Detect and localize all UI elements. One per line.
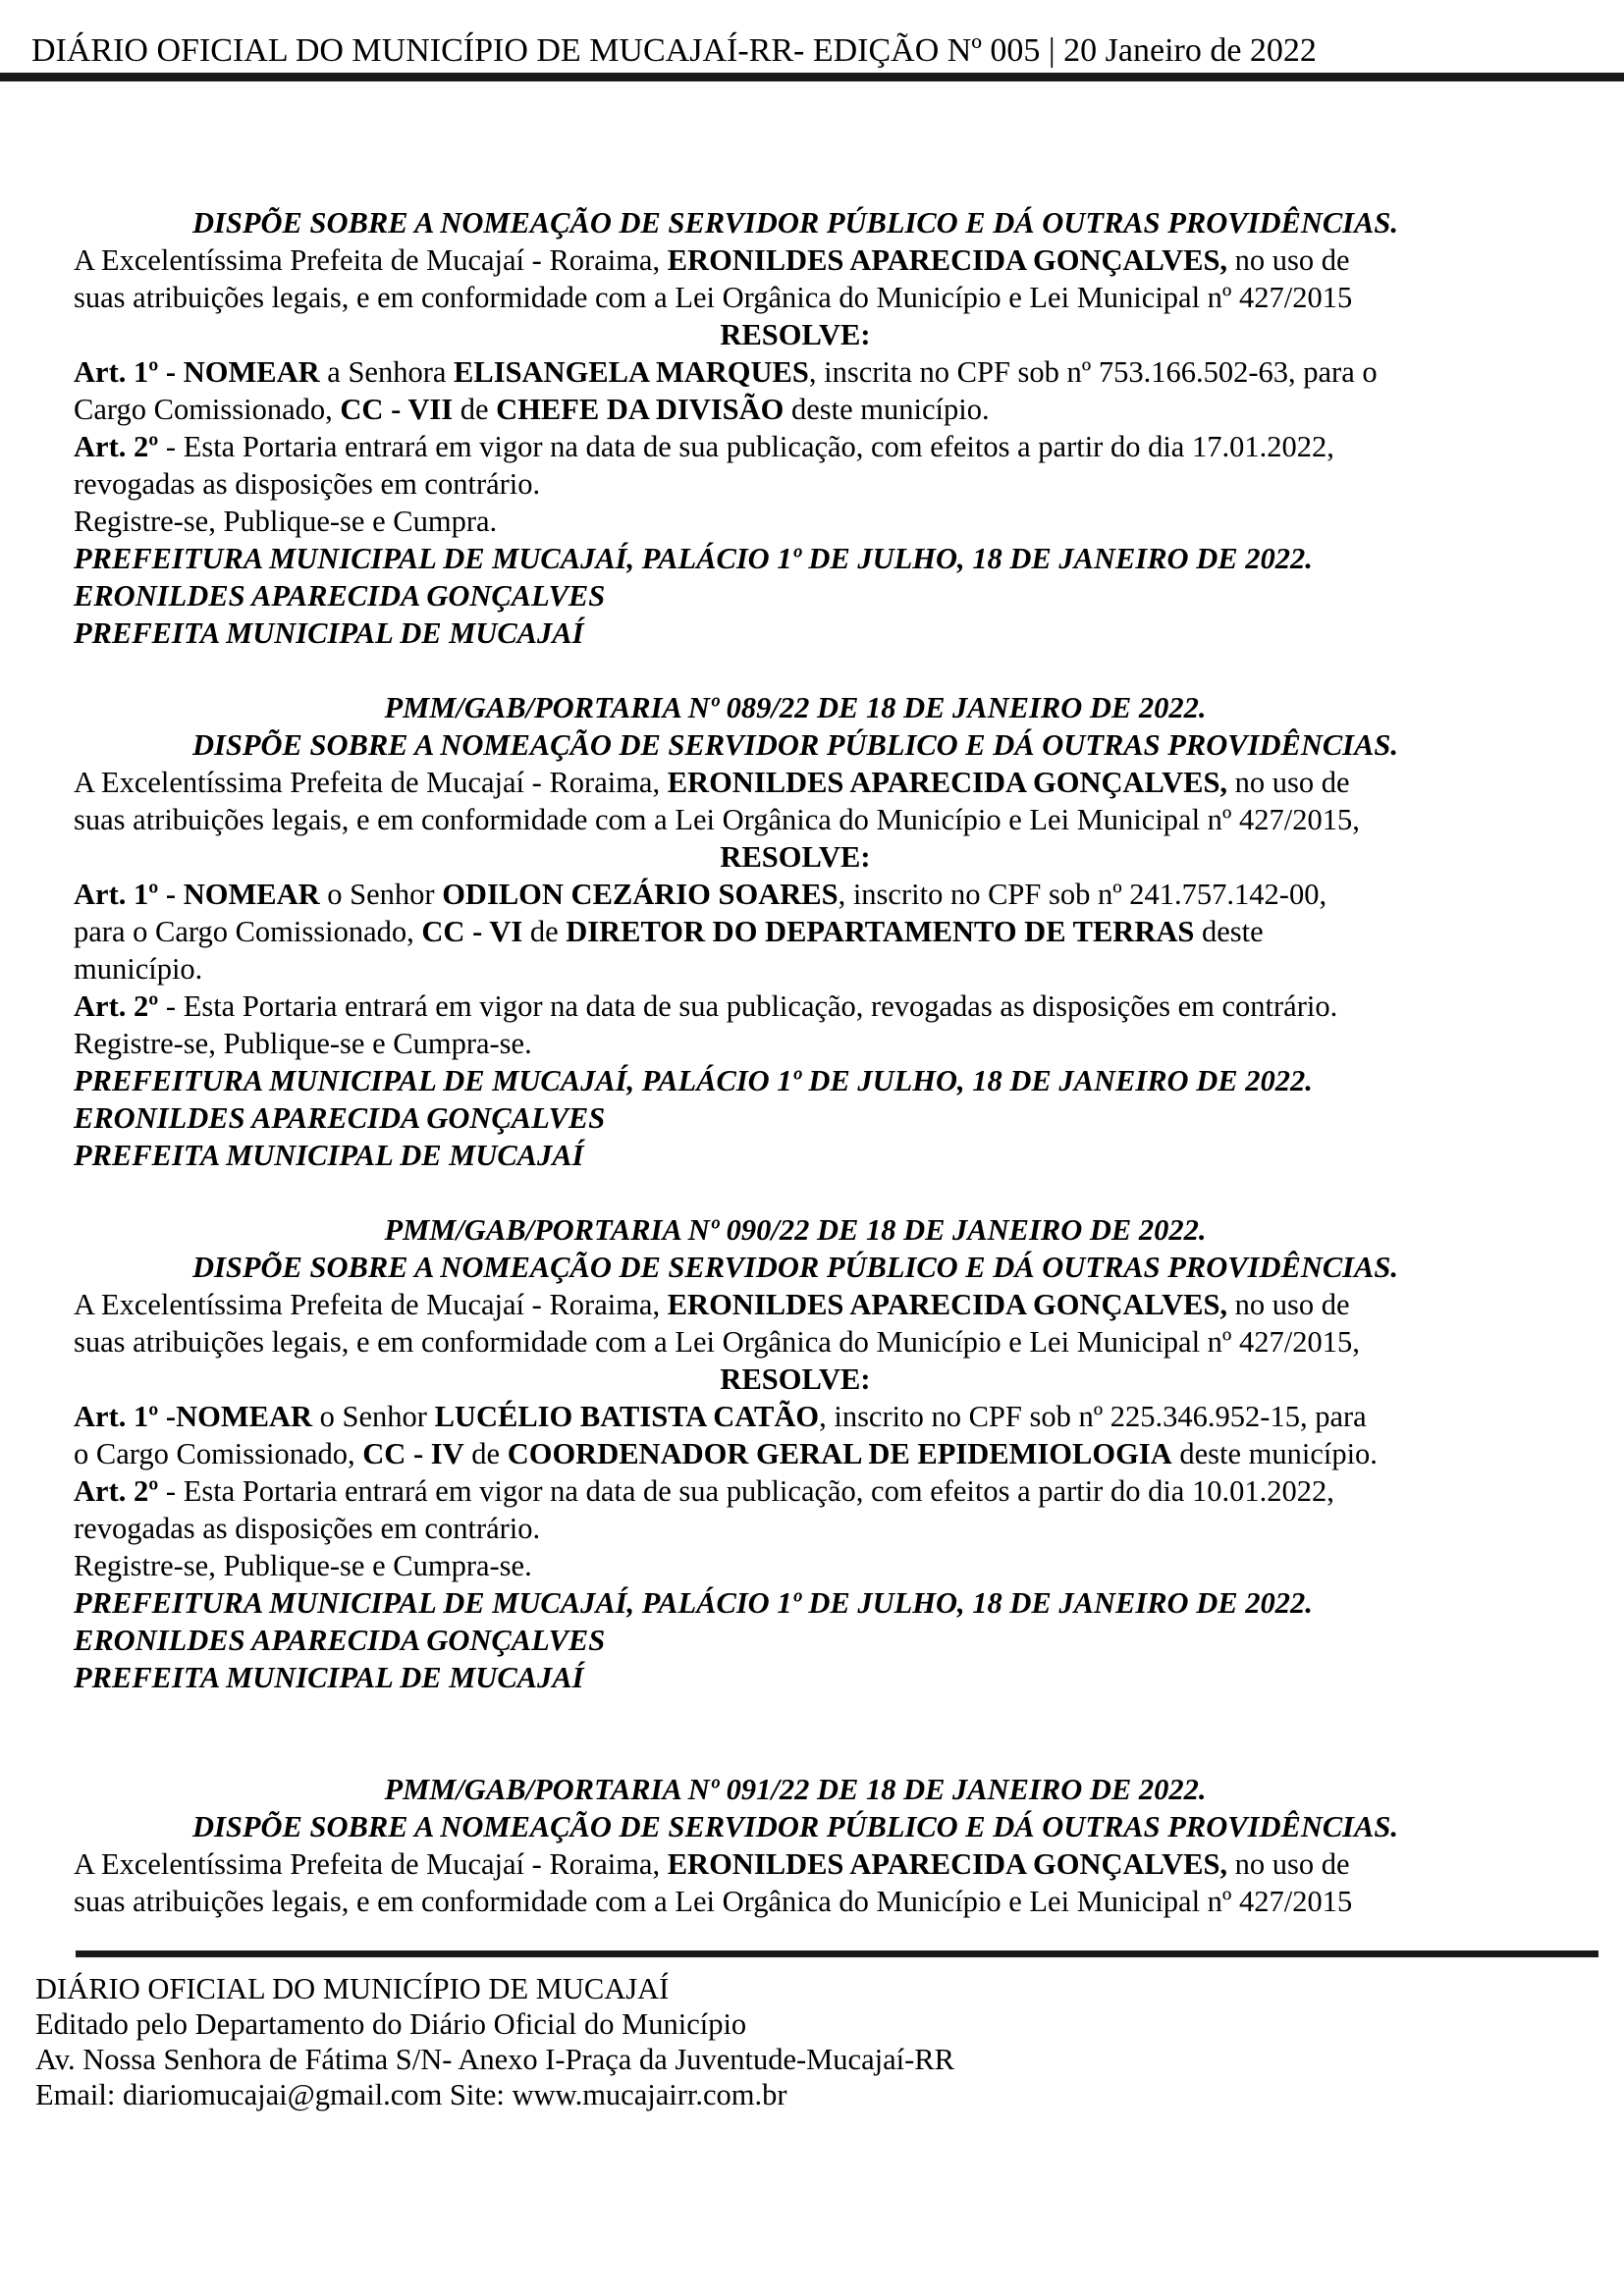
preamble-text: A Excelentíssima Prefeita de Mucajaí - Roraima, (74, 1847, 668, 1881)
preamble-text-end: no uso de (1227, 766, 1350, 799)
article-1-line (74, 876, 1517, 913)
appointee-name: ODILON CEZÁRIO SOARES (442, 878, 839, 911)
resolve-heading: RESOLVE: (720, 1362, 871, 1396)
appointee-name: LUCÉLIO BATISTA CATÃO (434, 1400, 820, 1433)
portaria-subject: DISPÕE SOBRE A NOMEAÇÃO DE SERVIDOR PÚBLICO E DÁ OUTRAS PROVIDÊNCIAS. (192, 1810, 1398, 1843)
signer-title: PREFEITA MUNICIPAL DE MUCAJAÍ (74, 1661, 584, 1694)
preamble-text: A Excelentíssima Prefeita de Mucajaí - Roraima, (74, 243, 668, 277)
article-verb: NOMEAR (183, 355, 320, 389)
article-text: , inscrito no CPF sob nº 225.346.952-15, para (819, 1400, 1367, 1433)
article-text: de (453, 393, 497, 426)
place-and-date: PREFEITURA MUNICIPAL DE MUCAJAÍ, PALÁCIO 1º DE JULHO, 18 DE JANEIRO DE 2022. (74, 1586, 1313, 1620)
preamble-text-end: no uso de (1227, 1288, 1350, 1321)
article-2-line (74, 988, 1517, 1025)
article-text: - Esta Portaria entrará em vigor na data de sua publicação, revogadas as disposições em contrário. (158, 989, 1338, 1023)
place-and-date: PREFEITURA MUNICIPAL DE MUCAJAÍ, PALÁCIO 1º DE JULHO, 18 DE JANEIRO DE 2022. (74, 542, 1313, 575)
article-1-line-2 (74, 1435, 1517, 1472)
gazette-header-title: DIÁRIO OFICIAL DO MUNICÍPIO DE MUCAJAÍ-RR- EDIÇÃO Nº 005 | 20 Janeiro de 2022 (31, 32, 1317, 69)
signer-title: PREFEITA MUNICIPAL DE MUCAJAÍ (74, 1139, 584, 1172)
article-label: Art. 2º (74, 989, 159, 1023)
footer-title: DIÁRIO OFICIAL DO MUNICÍPIO DE MUCAJAÍ (35, 1972, 670, 2005)
signer-name: ERONILDES APARECIDA GONÇALVES (74, 1624, 606, 1657)
article-text: de (463, 1437, 508, 1470)
article-1-line (74, 1398, 1517, 1435)
article-1-line-2 (74, 913, 1517, 950)
article-label: Art. 2º (74, 430, 159, 463)
position-code: CC - VII (340, 393, 454, 426)
article-text: o Senhor (319, 878, 443, 911)
article-separator: - (158, 355, 184, 389)
article-separator: - (158, 878, 184, 911)
document-body (74, 204, 1517, 1920)
article-label: Art. 1º (74, 355, 159, 389)
footer-address: Av. Nossa Senhora de Fátima S/N- Anexo I-Praça da Juventude-Mucajaí-RR (35, 2043, 954, 2076)
preamble-line (74, 241, 1517, 279)
article-2-line-2: revogadas as disposições em contrário. (74, 1512, 541, 1545)
article-2-line-2: revogadas as disposições em contrário. (74, 467, 541, 501)
portaria-number: PMM/GAB/PORTARIA Nº 090/22 DE 18 DE JANEIRO DE 2022. (384, 1213, 1207, 1247)
article-2-line (74, 1472, 1517, 1510)
portaria-section (74, 204, 1517, 652)
signer-name: ERONILDES APARECIDA GONÇALVES (74, 1101, 606, 1135)
portaria-number: PMM/GAB/PORTARIA Nº 089/22 DE 18 DE JANEIRO DE 2022. (384, 691, 1207, 724)
article-text: - Esta Portaria entrará em vigor na data de sua publicação, com efeitos a partir do dia 10.01.2022, (158, 1474, 1334, 1508)
portaria-subject: DISPÕE SOBRE A NOMEAÇÃO DE SERVIDOR PÚBLICO E DÁ OUTRAS PROVIDÊNCIAS. (192, 1251, 1398, 1284)
section-spacer (74, 1174, 1517, 1211)
position-title: COORDENADOR GERAL DE EPIDEMIOLOGIA (507, 1437, 1172, 1470)
preamble-line (74, 1845, 1517, 1883)
preamble-text-end: no uso de (1227, 1847, 1350, 1881)
preamble-line-2: suas atribuições legais, e em conformidade com a Lei Orgânica do Município e Lei Municipal nº 427/2015 (74, 281, 1353, 314)
article-text: deste (1194, 915, 1264, 948)
article-text: de (522, 915, 567, 948)
article-1-line-3: município. (74, 952, 203, 986)
article-text: - Esta Portaria entrará em vigor na data de sua publicação, com efeitos a partir do dia 17.01.2022, (158, 430, 1334, 463)
appointee-name: ELISANGELA MARQUES (454, 355, 809, 389)
mayor-name: ERONILDES APARECIDA GONÇALVES, (667, 1847, 1228, 1881)
place-and-date: PREFEITURA MUNICIPAL DE MUCAJAÍ, PALÁCIO 1º DE JULHO, 18 DE JANEIRO DE 2022. (74, 1064, 1313, 1097)
gazette-footer (35, 1971, 954, 2112)
preamble-line (74, 764, 1517, 801)
article-1-line (74, 353, 1517, 391)
article-label: Art. 1º (74, 878, 159, 911)
footer-contact: Email: diariomucajai@gmail.com Site: www.mucajairr.com.br (35, 2078, 787, 2111)
preamble-line-2: suas atribuições legais, e em conformidade com a Lei Orgânica do Município e Lei Municipal nº 427/2015, (74, 803, 1360, 836)
section-spacer (74, 652, 1517, 689)
article-label: Art. 1º (74, 1400, 159, 1433)
position-title: CHEFE DA DIVISÃO (496, 393, 785, 426)
article-text: , inscrita no CPF sob nº 753.166.502-63, para o (808, 355, 1378, 389)
resolve-heading: RESOLVE: (720, 840, 871, 874)
portaria-subject: DISPÕE SOBRE A NOMEAÇÃO DE SERVIDOR PÚBLICO E DÁ OUTRAS PROVIDÊNCIAS. (192, 728, 1398, 762)
article-2-line (74, 428, 1517, 465)
article-verb: NOMEAR (183, 878, 320, 911)
article-text: para o Cargo Comissionado, (74, 915, 422, 948)
portaria-section (74, 1771, 1517, 1920)
signer-name: ERONILDES APARECIDA GONÇALVES (74, 579, 606, 613)
position-code: CC - VI (421, 915, 523, 948)
article-label: Art. 2º (74, 1474, 159, 1508)
portaria-subject: DISPÕE SOBRE A NOMEAÇÃO DE SERVIDOR PÚBLICO E DÁ OUTRAS PROVIDÊNCIAS. (192, 206, 1398, 240)
article-verb: NOMEAR (176, 1400, 313, 1433)
article-text: Cargo Comissionado, (74, 393, 341, 426)
footer-rule (76, 1950, 1598, 1957)
portaria-section (74, 1211, 1517, 1696)
article-text: o Senhor (312, 1400, 435, 1433)
preamble-text: A Excelentíssima Prefeita de Mucajaí - Roraima, (74, 766, 668, 799)
preamble-line-2: suas atribuições legais, e em conformidade com a Lei Orgânica do Município e Lei Municipal nº 427/2015 (74, 1885, 1353, 1918)
mayor-name: ERONILDES APARECIDA GONÇALVES, (667, 243, 1228, 277)
closing-formula: Registre-se, Publique-se e Cumpra-se. (74, 1027, 532, 1060)
closing-formula: Registre-se, Publique-se e Cumpra. (74, 505, 498, 538)
signer-title: PREFEITA MUNICIPAL DE MUCAJAÍ (74, 616, 584, 650)
preamble-line (74, 1286, 1517, 1323)
preamble-text: A Excelentíssima Prefeita de Mucajaí - Roraima, (74, 1288, 668, 1321)
mayor-name: ERONILDES APARECIDA GONÇALVES, (667, 1288, 1228, 1321)
article-text: deste município. (1171, 1437, 1378, 1470)
portaria-number: PMM/GAB/PORTARIA Nº 091/22 DE 18 DE JANEIRO DE 2022. (384, 1773, 1207, 1806)
preamble-text-end: no uso de (1227, 243, 1350, 277)
footer-editor: Editado pelo Departamento do Diário Oficial do Município (35, 2007, 747, 2041)
article-separator: - (158, 1400, 177, 1433)
article-text: deste município. (784, 393, 990, 426)
closing-formula: Registre-se, Publique-se e Cumpra-se. (74, 1549, 532, 1582)
article-text: a Senhora (319, 355, 455, 389)
position-code: CC - IV (362, 1437, 464, 1470)
portaria-section (74, 689, 1517, 1174)
preamble-line-2: suas atribuições legais, e em conformidade com a Lei Orgânica do Município e Lei Municipal nº 427/2015, (74, 1325, 1360, 1359)
mayor-name: ERONILDES APARECIDA GONÇALVES, (667, 766, 1228, 799)
article-1-line-2 (74, 391, 1517, 428)
position-title: DIRETOR DO DEPARTAMENTO DE TERRAS (566, 915, 1195, 948)
header-rule (0, 73, 1624, 81)
article-text: , inscrito no CPF sob nº 241.757.142-00, (838, 878, 1327, 911)
resolve-heading: RESOLVE: (720, 318, 871, 351)
article-text: o Cargo Comissionado, (74, 1437, 363, 1470)
section-spacer (74, 1696, 1517, 1771)
